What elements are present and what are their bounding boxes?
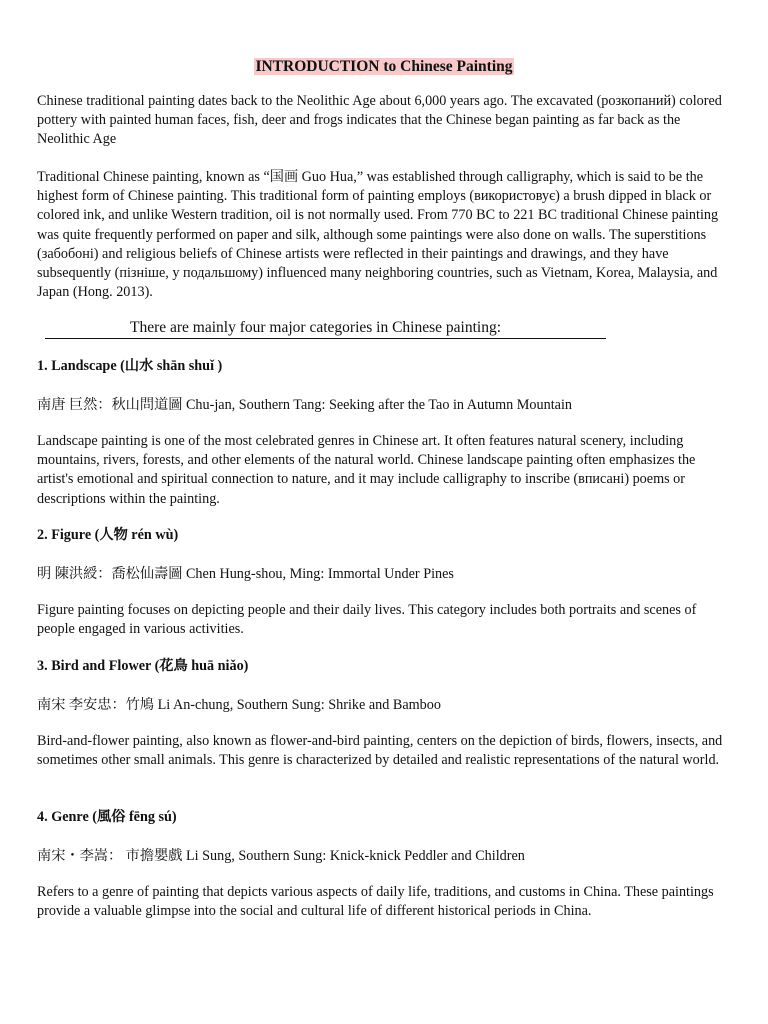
page-title (0, 57, 768, 77)
category-description-landscape: Landscape painting is one of the most celebrated genres in Chinese art. It often features natural scenery, including mountains, rivers, forests, and other elements of the natural world. Chinese landscape painting often emphasizes the artist's emotional and spiritual connection to nature, and it may include calligraphy to inscribe (вписані) poems or descriptions within the painting. (37, 433, 696, 507)
artwork-caption-landscape: 南唐 巨然：秋山問道圖 Chu-jan, Southern Tang: Seeking after the Tao in Autumn Mountain (37, 397, 572, 413)
title-text: INTRODUCTION to Chinese Painting (255, 58, 513, 75)
category-description-figure: Figure painting focuses on depicting people and their daily lives. This category includes both portraits and scenes of people engaged in various activities. (37, 602, 697, 638)
category-heading-landscape: 1. Landscape (山水 shān shuǐ ) (37, 358, 223, 374)
category-description-genre: Refers to a genre of painting that depicts various aspects of daily life, traditions, and customs in China. These paintings provide a valuable glimpse into the social and cultural life of different historical periods in China. (37, 884, 714, 920)
artwork-caption-bird-flower: 南宋 李安忠：竹鳩 Li An-chung, Southern Sung: Shrike and Bamboo (37, 697, 441, 713)
artwork-caption-figure: 明 陳洪綬：喬松仙壽圖 Chen Hung-shou, Ming: Immortal Under Pines (37, 566, 454, 582)
category-heading-figure: 2. Figure (人物 rén wù) (37, 527, 179, 543)
category-heading-bird-flower: 3. Bird and Flower (花鳥 huā niǎo) (37, 658, 249, 674)
artwork-caption-genre: 南宋・李嵩： 市擔嬰戲 Li Sung, Southern Sung: Knick-knick Peddler and Children (37, 848, 525, 864)
intro-paragraph-2: Traditional Chinese painting, known as “国画 Guo Hua,” was established through calligraphy, which is said to be the highest form of Chinese painting. This traditional form of painting employs (використовує) a brush dipped in black or colored ink, and unlike Western tradition, oil is not normally used. From 770 BC to 221 BC traditional Chinese painting was quite frequently performed on paper and silk, although some paintings were also done on walls. The superstitions (забобоні) and religious beliefs of Chinese artists were reflected in their paintings and drawings, and they have subsequently (пізніше, у подальшому) influenced many neighboring countries, such as Vietnam, Korea, Malaysia, and Japan (Hong. 2013). (37, 169, 719, 301)
intro-paragraph-1: Chinese traditional painting dates back to the Neolithic Age about 6,000 years ago. The excavated (розкопаний) colored pottery with painted human faces, fish, deer and frogs indicates that the Chinese began painting as far back as the Neolithic Age (37, 93, 722, 148)
category-heading-genre: 4. Genre (風俗 fēng sú) (37, 809, 177, 825)
categories-heading: There are mainly four major categories in Chinese painting: (45, 318, 606, 339)
category-description-bird-flower: Bird-and-flower painting, also known as flower-and-bird painting, centers on the depiction of birds, flowers, insects, and sometimes other small animals. This genre is characterized by detailed and realistic representations of the natural world. (37, 733, 723, 769)
